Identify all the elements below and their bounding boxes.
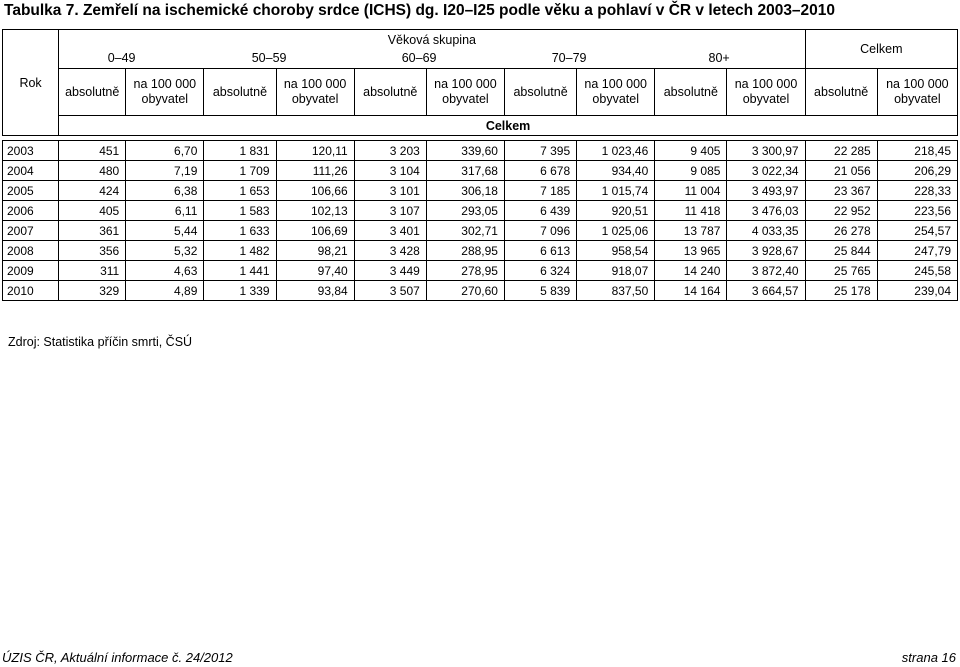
table-cell: 293,05 — [426, 201, 504, 221]
table-title: Tabulka 7. Zemřelí na ischemické choroby srdce (ICHS) dg. I20–I25 podle věku a pohlaví v ČR v letech 2003–2010 — [4, 2, 836, 19]
table-cell: 102,13 — [276, 201, 354, 221]
table-cell: 1 709 — [204, 161, 276, 181]
table-cell: 25 765 — [805, 261, 877, 281]
table-cell: 4 033,35 — [727, 221, 805, 241]
table-cell: 7 185 — [504, 181, 576, 201]
table-cell: 4,89 — [126, 281, 204, 301]
table-cell: 1 023,46 — [577, 141, 655, 161]
header-rok: Rok — [3, 30, 59, 136]
table-cell: 317,68 — [426, 161, 504, 181]
table-cell: 97,40 — [276, 261, 354, 281]
table-cell: 7,19 — [126, 161, 204, 181]
col-header-rate-line2: obyvatel — [742, 92, 790, 106]
table-cell: 106,69 — [276, 221, 354, 241]
age-group-labels — [59, 49, 805, 69]
table-cell: 23 367 — [805, 181, 877, 201]
row-year: 2010 — [3, 281, 59, 301]
table-cell: 451 — [59, 141, 126, 161]
col-header-absolute: absolutně — [354, 69, 426, 116]
table-cell: 9 405 — [655, 141, 727, 161]
age-group-label: 0–49 — [107, 51, 136, 65]
col-header-absolute: absolutně — [655, 69, 727, 116]
col-header-rate — [426, 69, 504, 116]
col-header-absolute: absolutně — [805, 69, 877, 116]
table-cell: 3 022,34 — [727, 161, 805, 181]
table-cell: 6,38 — [126, 181, 204, 201]
col-header-rate-line1: na 100 000 — [734, 77, 798, 91]
section-celkem: Celkem — [59, 116, 958, 136]
table-cell: 7 096 — [504, 221, 576, 241]
table-cell: 837,50 — [577, 281, 655, 301]
col-header-rate-line2: obyvatel — [894, 92, 941, 106]
col-header-absolute: absolutně — [504, 69, 576, 116]
table-cell: 1 653 — [204, 181, 276, 201]
table-cell: 1 015,74 — [577, 181, 655, 201]
col-header-rate-line1: na 100 000 — [133, 77, 197, 91]
table-cell: 106,66 — [276, 181, 354, 201]
table-cell: 3 428 — [354, 241, 426, 261]
col-header-rate-line2: obyvatel — [291, 92, 339, 106]
table-cell: 13 965 — [655, 241, 727, 261]
header-celkem: Celkem — [805, 30, 957, 69]
table-cell: 7 395 — [504, 141, 576, 161]
table-cell: 288,95 — [426, 241, 504, 261]
table-cell: 270,60 — [426, 281, 504, 301]
table-cell: 1 482 — [204, 241, 276, 261]
table-cell: 920,51 — [577, 201, 655, 221]
age-group-label: 70–79 — [551, 51, 587, 65]
col-header-rate — [126, 69, 204, 116]
table-row — [3, 281, 958, 301]
table-cell: 3 101 — [354, 181, 426, 201]
header-age-group: Věková skupina — [59, 30, 805, 50]
table-cell: 247,79 — [877, 241, 957, 261]
table-row — [3, 141, 958, 161]
table-cell: 6 613 — [504, 241, 576, 261]
col-header-rate — [727, 69, 805, 116]
table-cell: 405 — [59, 201, 126, 221]
row-year: 2009 — [3, 261, 59, 281]
row-year: 2006 — [3, 201, 59, 221]
table-cell: 6 324 — [504, 261, 576, 281]
table-cell: 120,11 — [276, 141, 354, 161]
table-cell: 302,71 — [426, 221, 504, 241]
table-cell: 1 633 — [204, 221, 276, 241]
col-header-rate-line2: obyvatel — [592, 92, 639, 106]
table-cell: 480 — [59, 161, 126, 181]
row-year: 2008 — [3, 241, 59, 261]
col-header-rate — [877, 69, 957, 116]
table-cell: 918,07 — [577, 261, 655, 281]
table-cell: 6 439 — [504, 201, 576, 221]
table-cell: 11 004 — [655, 181, 727, 201]
table-cell: 22 952 — [805, 201, 877, 221]
row-year: 2005 — [3, 181, 59, 201]
table-cell: 25 844 — [805, 241, 877, 261]
table-cell: 5 839 — [504, 281, 576, 301]
col-header-rate-line1: na 100 000 — [584, 77, 647, 91]
table-cell: 329 — [59, 281, 126, 301]
age-group-label: 60–69 — [401, 51, 437, 65]
row-year: 2004 — [3, 161, 59, 181]
col-header-rate — [276, 69, 354, 116]
table-cell: 228,33 — [877, 181, 957, 201]
row-year: 2003 — [3, 141, 59, 161]
table-row — [3, 261, 958, 281]
table-cell: 6,11 — [126, 201, 204, 221]
table-cell: 25 178 — [805, 281, 877, 301]
table-cell: 3 203 — [354, 141, 426, 161]
table-cell: 13 787 — [655, 221, 727, 241]
table-cell: 14 164 — [655, 281, 727, 301]
table-cell: 6 678 — [504, 161, 576, 181]
table-cell: 3 449 — [354, 261, 426, 281]
table-cell: 5,32 — [126, 241, 204, 261]
table-cell: 93,84 — [276, 281, 354, 301]
table-cell: 3 928,67 — [727, 241, 805, 261]
footer-page-number: strana 16 — [901, 650, 956, 665]
table-cell: 22 285 — [805, 141, 877, 161]
footer-publisher: ÚZIS ČR, Aktuální informace č. 24/2012 — [2, 650, 233, 665]
table-cell: 98,21 — [276, 241, 354, 261]
table-cell: 3 872,40 — [727, 261, 805, 281]
table-cell: 5,44 — [126, 221, 204, 241]
table-row — [3, 181, 958, 201]
row-year: 2007 — [3, 221, 59, 241]
table-cell: 934,40 — [577, 161, 655, 181]
table-cell: 206,29 — [877, 161, 957, 181]
table-cell: 3 476,03 — [727, 201, 805, 221]
table-row — [3, 161, 958, 181]
table-cell: 245,58 — [877, 261, 957, 281]
table-row — [3, 221, 958, 241]
table-cell: 111,26 — [276, 161, 354, 181]
col-header-absolute: absolutně — [59, 69, 126, 116]
table-cell: 1 441 — [204, 261, 276, 281]
table-cell: 1 339 — [204, 281, 276, 301]
col-header-rate-line1: na 100 000 — [283, 77, 347, 91]
table-row — [3, 201, 958, 221]
table-cell: 3 300,97 — [727, 141, 805, 161]
table-cell: 14 240 — [655, 261, 727, 281]
table-cell: 223,56 — [877, 201, 957, 221]
col-header-absolute: absolutně — [204, 69, 276, 116]
table-cell: 3 664,57 — [727, 281, 805, 301]
table-cell: 361 — [59, 221, 126, 241]
table-cell: 218,45 — [877, 141, 957, 161]
table-row — [3, 241, 958, 261]
table-cell: 3 507 — [354, 281, 426, 301]
age-group-label: 80+ — [708, 51, 730, 65]
table-cell: 1 025,06 — [577, 221, 655, 241]
table-cell: 1 583 — [204, 201, 276, 221]
table-cell: 6,70 — [126, 141, 204, 161]
table-cell: 3 401 — [354, 221, 426, 241]
table-cell: 254,57 — [877, 221, 957, 241]
deaths-table — [2, 29, 958, 301]
table-cell: 958,54 — [577, 241, 655, 261]
age-group-label: 50–59 — [251, 51, 287, 65]
col-header-rate-line1: na 100 000 — [434, 77, 497, 91]
col-header-rate-line1: na 100 000 — [886, 77, 949, 91]
table-cell: 239,04 — [877, 281, 957, 301]
table-cell: 1 831 — [204, 141, 276, 161]
col-header-rate-line2: obyvatel — [442, 92, 489, 106]
table-cell: 3 104 — [354, 161, 426, 181]
table-cell: 356 — [59, 241, 126, 261]
source-note: Zdroj: Statistika příčin smrti, ČSÚ — [8, 335, 193, 349]
col-header-rate — [577, 69, 655, 116]
table-cell: 278,95 — [426, 261, 504, 281]
table-cell: 21 056 — [805, 161, 877, 181]
table-cell: 4,63 — [126, 261, 204, 281]
table-cell: 311 — [59, 261, 126, 281]
table-cell: 3 107 — [354, 201, 426, 221]
table-cell: 3 493,97 — [727, 181, 805, 201]
table-cell: 339,60 — [426, 141, 504, 161]
table-cell: 26 278 — [805, 221, 877, 241]
table-cell: 9 085 — [655, 161, 727, 181]
col-header-rate-line2: obyvatel — [141, 92, 189, 106]
table-cell: 306,18 — [426, 181, 504, 201]
table-cell: 424 — [59, 181, 126, 201]
table-cell: 11 418 — [655, 201, 727, 221]
